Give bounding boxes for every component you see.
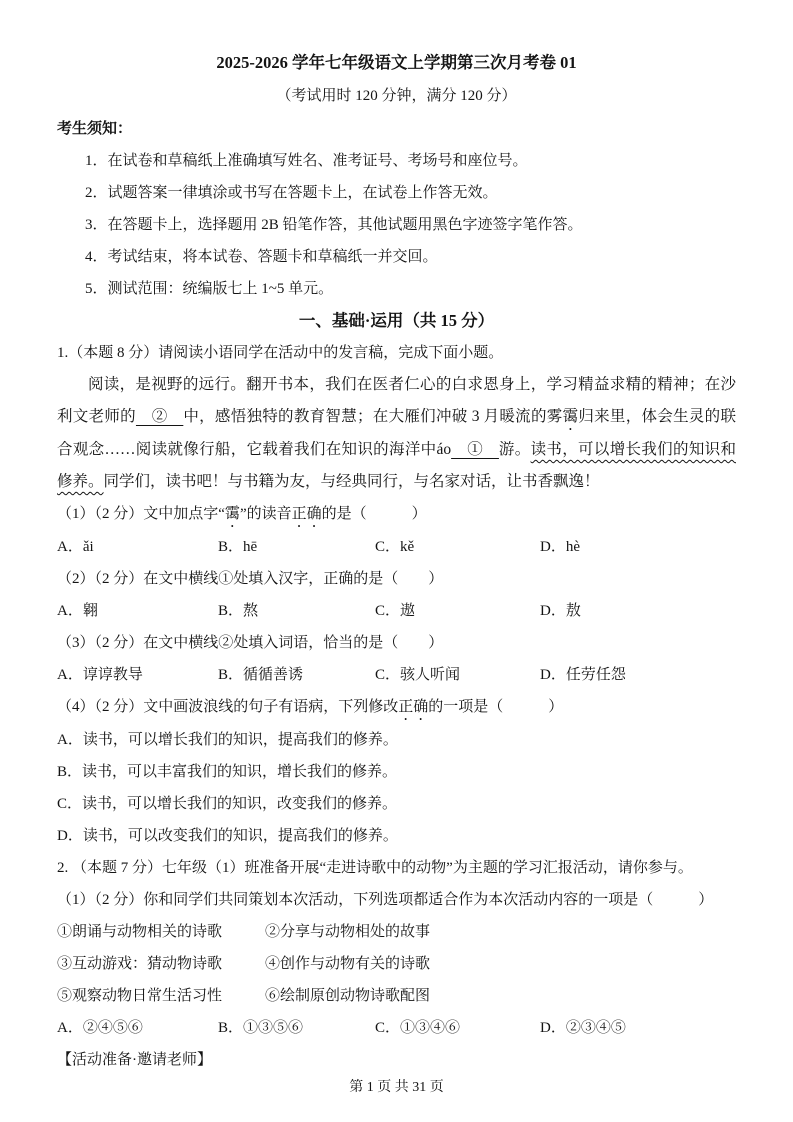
- option-b: B．循循善诱: [218, 667, 304, 683]
- notice-heading: 考生须知：: [57, 121, 133, 137]
- activity-item-6: ⑥绘制原创动物诗歌配图: [265, 988, 431, 1004]
- activity-item-5: ⑤观察动物日常生活习性: [57, 988, 223, 1004]
- option-a: A．读书，可以增长我们的知识，提高我们的修养。: [57, 732, 398, 748]
- option-d: D．读书，可以改变我们的知识，提高我们的修养。: [57, 828, 398, 844]
- question-1-1-options: [57, 531, 736, 563]
- notice-item-2: 2．试题答案一律填涂或书写在答题卡上，在试卷上作答无效。: [85, 185, 498, 201]
- passage-wavy-sentence: 读书，可以增长我们的知识和修养。: [57, 441, 736, 490]
- question-1-4-stem: [57, 691, 736, 724]
- notice-item-5: 5．测试范围：统编版七上 1~5 单元。: [85, 281, 334, 297]
- passage-text: 中，感悟独特的教育智慧；在大雁们冲破 3 月暖流的雾: [183, 408, 563, 425]
- notice-item-3: 3．在答题卡上，选择题用 2B 铅笔作答，其他试题用黑色字迹签字笔作答。: [85, 217, 583, 233]
- stem-text: （1）（2 分）文中加点字“: [57, 506, 225, 522]
- option-b: B．熬: [218, 603, 259, 619]
- question-2-stem: 2. （本题 7 分）七年级（1）班准备开展“走进诗歌中的动物”为主题的学习汇报活动，请你参与。: [57, 860, 693, 876]
- option-d: D．敖: [540, 603, 581, 619]
- question-2-1-stem: （1）（2 分）你和同学们共同策划本次活动，下列选项都适合作为本次活动内容的一项是（ ）: [57, 892, 714, 908]
- page-title: 2025-2026 学年七年级语文上学期第三次月考卷 01: [216, 53, 577, 72]
- option-c: C．读书，可以增长我们的知识，改变我们的修养。: [57, 796, 398, 812]
- question-1-2-options: [57, 595, 736, 627]
- option-a: A．ǎi: [57, 539, 94, 555]
- question-1-1-stem: [57, 498, 736, 531]
- stem-emphasized-word: 正确: [398, 699, 429, 715]
- stem-text: 的一项是（ ）: [428, 699, 564, 715]
- option-b: B．读书，可以丰富我们的知识，增长我们的修养。: [57, 764, 398, 780]
- option-a: A．谆谆教导: [57, 667, 143, 683]
- passage-blank-2: ②: [135, 408, 184, 425]
- stem-text: （4）（2 分）文中画波浪线的句子有语病，下列修改: [57, 699, 399, 715]
- notice-item-1: 1．在试卷和草稿纸上准确填写姓名、准考证号、考场号和座位号。: [85, 153, 528, 169]
- question-1-stem: 1.（本题 8 分）请阅读小语同学在活动中的发言稿，完成下面小题。: [57, 345, 504, 361]
- activity-item-1: ①朗诵与动物相关的诗歌: [57, 924, 223, 940]
- option-c: C．kě: [375, 539, 415, 555]
- stem-emphasized-char: 霭: [224, 506, 240, 522]
- stem-text: ”的读音: [239, 506, 292, 522]
- stem-emphasized-word: 正确: [291, 506, 322, 522]
- passage-blank-1: ①: [451, 441, 499, 458]
- question-1-2-stem: （2）（2 分）在文中横线①处填入汉字，正确的是（ ）: [57, 571, 444, 587]
- option-d: D．任劳任怨: [540, 667, 626, 683]
- activity-section-heading: 【活动准备·邀请老师】: [57, 1052, 212, 1068]
- option-c: C．遨: [375, 603, 416, 619]
- page-number-footer: 第 1 页 共 31 页: [349, 1080, 444, 1095]
- passage-text: 阅读，是视野的远行。翻开书本，我们在医者仁心的白求恩身上，学习精益求精的精神；在沙利文老师的: [57, 376, 736, 425]
- passage-text: 游。: [498, 441, 531, 458]
- option-c: C．骇人听闻: [375, 667, 461, 683]
- activity-item-3: ③互动游戏：猜动物诗歌: [57, 956, 223, 972]
- activity-item-4: ④创作与动物有关的诗歌: [265, 956, 431, 972]
- activity-items-row-3: [57, 980, 736, 1012]
- activity-items-row-2: [57, 948, 736, 980]
- option-a: A．翱: [57, 603, 98, 619]
- page-subtitle: （考试用时 120 分钟，满分 120 分）: [276, 88, 517, 104]
- activity-item-2: ②分享与动物相处的故事: [265, 924, 431, 940]
- option-b: B．①③⑤⑥: [218, 1020, 304, 1036]
- question-1-3-options: [57, 659, 736, 691]
- option-b: B．hē: [218, 539, 258, 555]
- option-d: D．②③④⑤: [540, 1020, 626, 1036]
- passage-emphasized-char: 霭: [562, 408, 579, 425]
- notice-item-4: 4．考试结束，将本试卷、答题卡和草稿纸一并交回。: [85, 249, 438, 265]
- question-1-3-stem: （3）（2 分）在文中横线②处填入词语，恰当的是（ ）: [57, 635, 444, 651]
- activity-items-row-1: [57, 916, 736, 948]
- passage-text: 同学们，读书吧！与书籍为友，与经典同行，与名家对话，让书香飘逸！: [103, 473, 600, 490]
- option-c: C．①③④⑥: [375, 1020, 461, 1036]
- passage-text: 归来里，体会生灵的联合观念……阅读就像行船，它载着我们在知识的海洋中áo: [57, 408, 736, 458]
- option-a: A．②④⑤⑥: [57, 1020, 143, 1036]
- reading-passage: [57, 369, 736, 498]
- section-heading: 一、基础·运用（共 15 分）: [298, 311, 495, 330]
- stem-text: 的是（ ）: [321, 506, 427, 522]
- option-d: D．hè: [540, 539, 580, 555]
- question-2-1-options: [57, 1012, 736, 1044]
